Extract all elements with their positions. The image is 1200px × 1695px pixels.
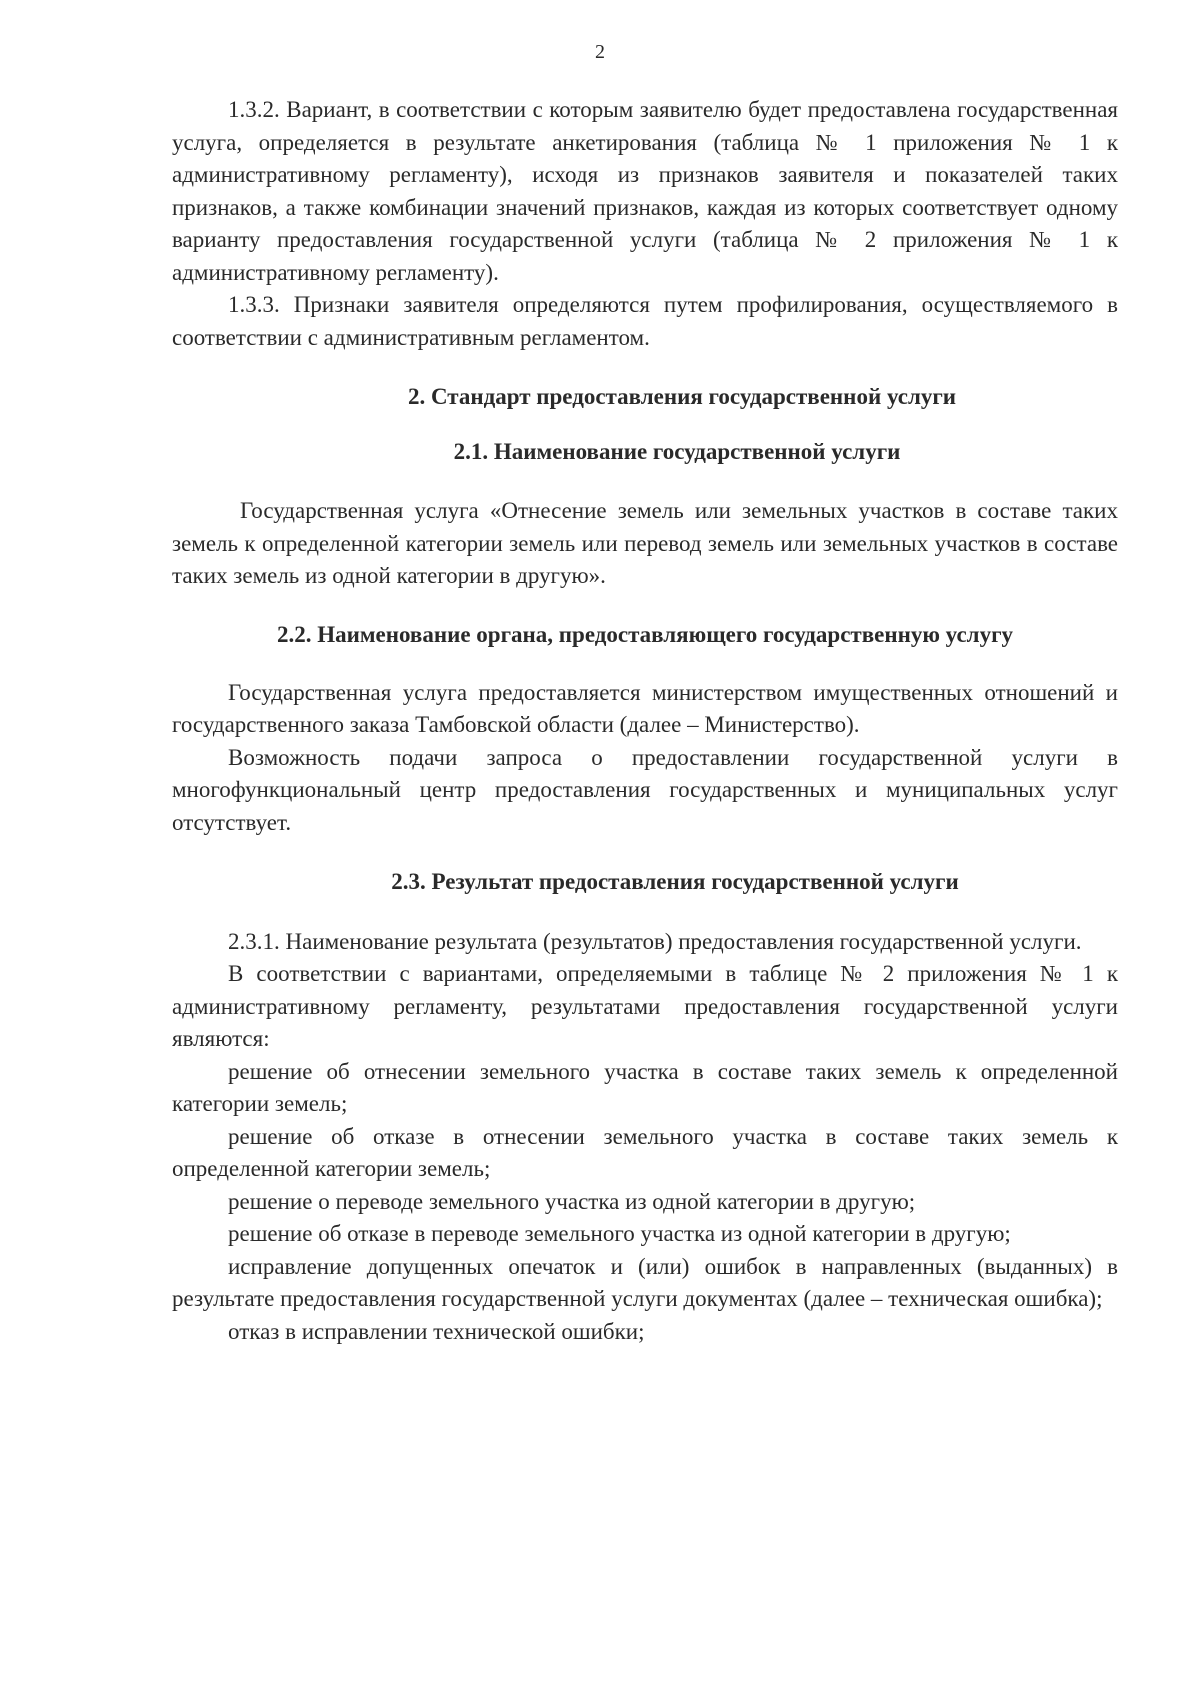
section-2-1-paragraph: Государственная услуга «Отнесение земель или земельных участков в составе таких земель к определенной категории земель или перевод земель или земельных участков в составе таких земель из одной категории в другую». — [172, 498, 1118, 588]
paragraph-variants: В соответствии с вариантами, определяемыми в таблице № 2 приложения № 1 к административному регламенту, результатами предоставления государственной услуги являются: — [172, 961, 1118, 1051]
section-2-heading: 2. Стандарт предоставления государственной услуги — [407, 384, 957, 409]
paragraph-2-3-1: 2.3.1. Наименование результата (результатов) предоставления государственной услуги. — [228, 928, 1082, 954]
page-number: 2 — [595, 41, 605, 63]
result-item: исправление допущенных опечаток и (или) ошибок в направленных (выданных) в результате предоставления государственной услуги документах (далее – техническая ошибка); — [172, 1253, 1118, 1311]
result-item: решение об отказе в отнесении земельного участка в составе таких земель к определенной категории земель; — [172, 1123, 1118, 1181]
result-item: решение об отнесении земельного участка в составе таких земель к определенной категории земель; — [172, 1058, 1118, 1116]
section-2-2-heading: 2.2. Наименование органа, предоставляющего государственную услугу — [276, 621, 1014, 647]
section-2-1-heading: 2.1. Наименование государственной услуги — [453, 438, 901, 464]
result-item: отказ в исправлении технической ошибки; — [228, 1318, 645, 1344]
document-body — [172, 94, 1118, 1348]
result-item: решение о переводе земельного участка из одной категории в другую; — [228, 1188, 916, 1214]
paragraph-1-3-3: 1.3.3. Признаки заявителя определяются путем профилирования, осуществляемого в соответствии с административным регламентом. — [172, 292, 1118, 350]
section-2-2-paragraph-1: Государственная услуга предоставляется министерством имущественных отношений и государственного заказа Тамбовской области (далее – Министерство). — [172, 679, 1118, 737]
section-2-3-heading: 2.3. Результат предоставления государственной услуги — [391, 869, 959, 894]
result-item: решение об отказе в переводе земельного участка из одной категории в другую; — [228, 1221, 1011, 1246]
paragraph-1-3-2: 1.3.2. Вариант, в соответствии с которым заявителю будет предоставлена государственная услуга, определяется в результате анкетирования (таблица № 1 приложения № 1 к административному регламенту), исходя из признаков заявителя и показателей таких признаков, а также комбинации значений признаков, каждая из которых соответствует одному варианту предоставления государственной услуги (таблица № 2 приложения № 1 к административному регламенту). — [172, 97, 1118, 285]
section-2-2-paragraph-2: Возможность подачи запроса о предоставлении государственной услуги в многофункциональный центр предоставления государственных и муниципальных услуг отсутствует. — [172, 744, 1118, 835]
